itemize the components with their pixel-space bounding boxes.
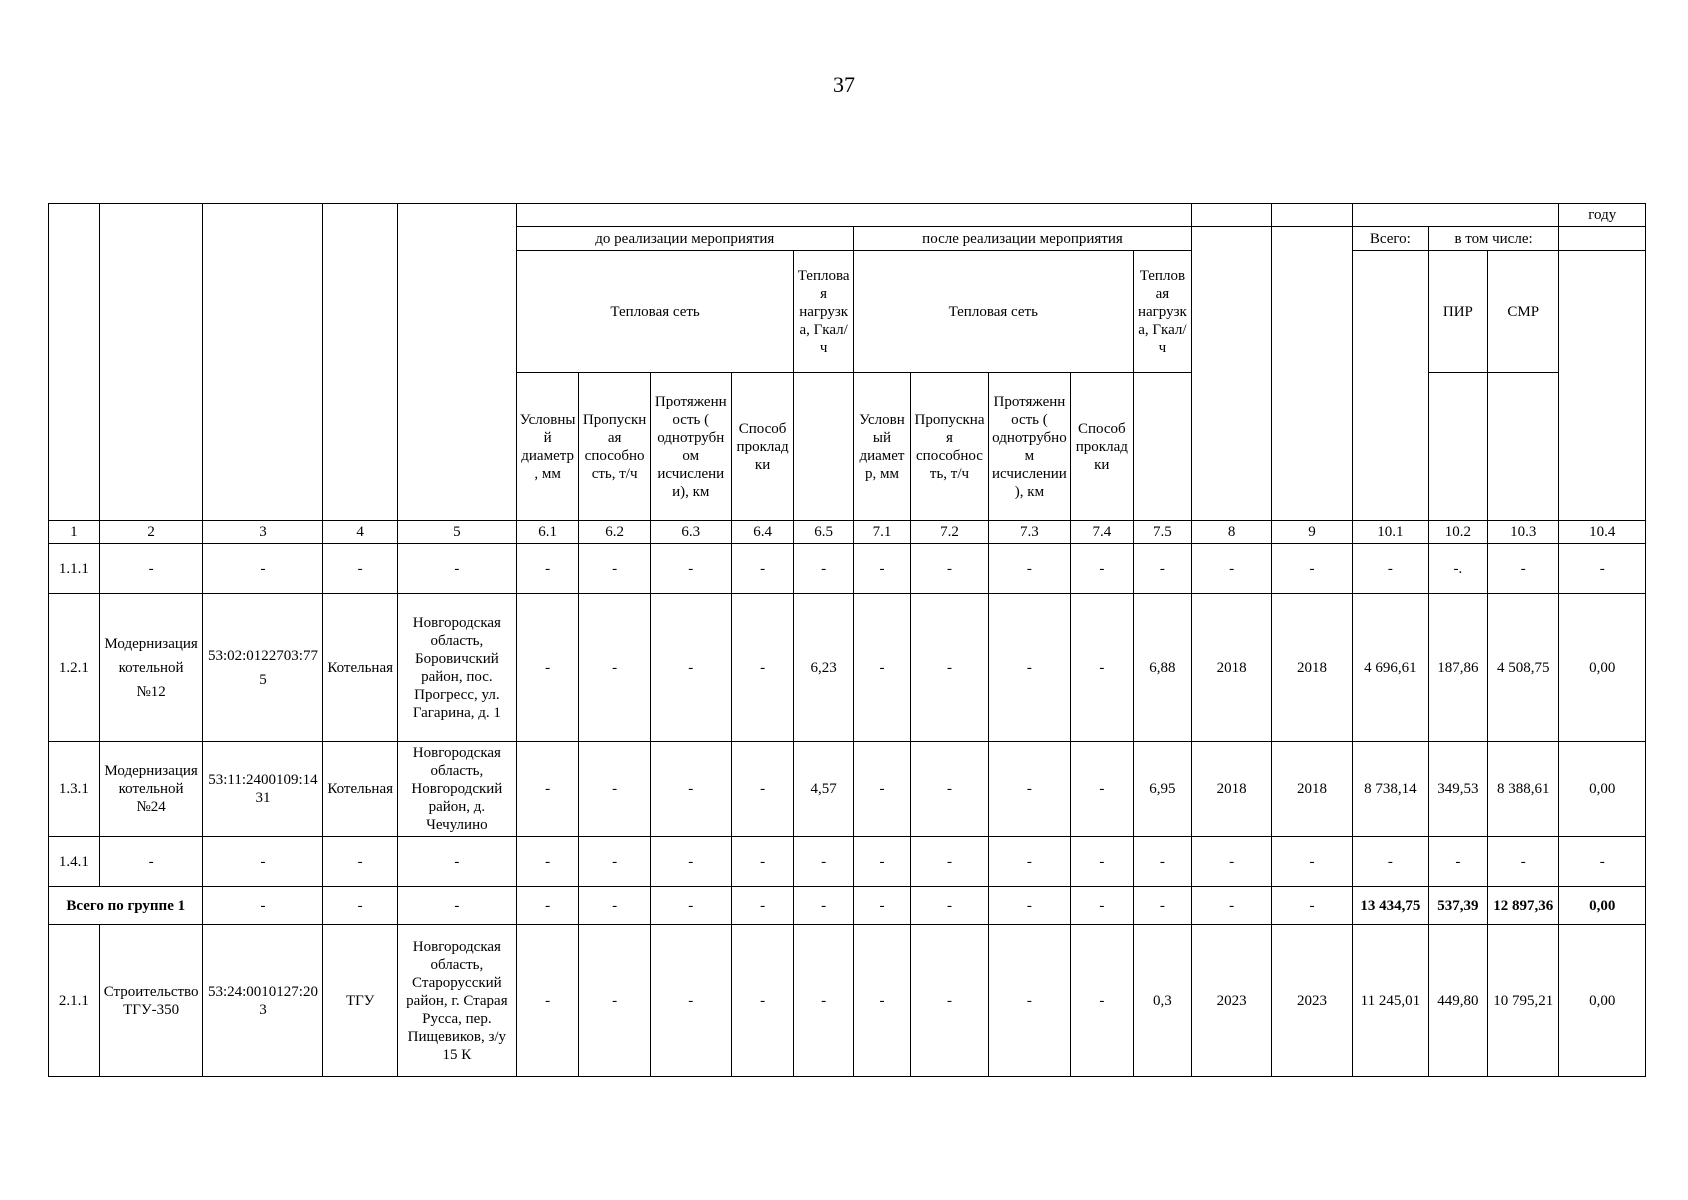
column-number: 5 [397, 521, 516, 544]
object-type: Котельная [323, 594, 398, 742]
cell: - [853, 742, 910, 837]
cell: 0,00 [1559, 594, 1646, 742]
cell: 13 434,75 [1353, 887, 1429, 925]
cell: 0,00 [1559, 925, 1646, 1077]
cell: - [1133, 887, 1191, 925]
cell: - [911, 887, 989, 925]
header-col-10-4-top [1559, 227, 1646, 251]
header-col-7-5-sub [1133, 373, 1191, 521]
cell: - [650, 544, 731, 594]
cell: - [1559, 544, 1646, 594]
cadastral-number: 53:11:2400109:1431 [203, 742, 323, 837]
header-method-before: Способ прокладки [731, 373, 794, 521]
column-number: 6.2 [579, 521, 650, 544]
cell: - [731, 594, 794, 742]
year-note: году [1559, 204, 1646, 227]
cell: - [650, 837, 731, 887]
cell: 0,3 [1133, 925, 1191, 1077]
cadastral-number: - [203, 544, 323, 594]
row-number: 1.4.1 [49, 837, 100, 887]
investment-table [48, 203, 1646, 1077]
column-numbers-row [49, 521, 1646, 544]
column-number: 7.5 [1133, 521, 1191, 544]
measure-name: Модернизация котельной №12 [99, 594, 203, 742]
cell: 4 696,61 [1353, 594, 1429, 742]
cell: - [579, 544, 650, 594]
cell: 11 245,01 [1353, 925, 1429, 1077]
header-pir: ПИР [1428, 251, 1487, 373]
group-total-row [49, 887, 1646, 925]
column-number: 10.1 [1353, 521, 1429, 544]
cell: 6,88 [1133, 594, 1191, 742]
cell: 6,23 [794, 594, 853, 742]
row-number: 1.2.1 [49, 594, 100, 742]
cell: - [516, 544, 579, 594]
cell: - [1070, 544, 1133, 594]
header-diameter-before: Условный диаметр, мм [516, 373, 579, 521]
cell: - [911, 925, 989, 1077]
table-row [49, 544, 1646, 594]
address: Новгородская область, Новгородский район, д. Чечулино [397, 742, 516, 837]
header-heat-load-before: Тепловая нагрузка, Гкал/ч [794, 251, 853, 373]
cell: - [988, 887, 1070, 925]
cell: - [1192, 544, 1272, 594]
address: - [397, 837, 516, 887]
header-length-before: Протяженность ( однотрубном исчислении), км [650, 373, 731, 521]
cell: - [988, 925, 1070, 1077]
column-number: 4 [323, 521, 398, 544]
cell: - [1070, 594, 1133, 742]
cell: - [853, 544, 910, 594]
header-col-10-1 [1353, 251, 1429, 521]
cell: - [731, 887, 794, 925]
header-col-10-4 [1559, 251, 1646, 521]
row-number: 2.1.1 [49, 925, 100, 1077]
column-number: 10.3 [1488, 521, 1559, 544]
cell: - [1353, 837, 1429, 887]
measure-name: - [99, 544, 203, 594]
column-number: 9 [1272, 521, 1353, 544]
table-row [49, 925, 1646, 1077]
cell: 2018 [1272, 594, 1353, 742]
measure-name: Строительство ТГУ-350 [99, 925, 203, 1077]
header-heat-load-after: Тепловая нагрузка, Гкал/ч [1133, 251, 1191, 373]
measure-name: Модернизация котельной №24 [99, 742, 203, 837]
row-number: 1.3.1 [49, 742, 100, 837]
header-before: до реализации мероприятия [516, 227, 853, 251]
cell: - [516, 742, 579, 837]
cell: - [579, 925, 650, 1077]
cell: - [1192, 887, 1272, 925]
cadastral-number: - [203, 887, 323, 925]
cell: - [1428, 837, 1487, 887]
cell: - [1272, 837, 1353, 887]
header-after: после реализации мероприятия [853, 227, 1191, 251]
cell: 2018 [1272, 742, 1353, 837]
address: Новгородская область, Боровичский район, пос. Прогресс, ул. Гагарина, д. 1 [397, 594, 516, 742]
header-capacity-before: Пропускная способность, т/ч [579, 373, 650, 521]
cadastral-number: 53:02:0122703:775 [203, 594, 323, 742]
cell: - [794, 837, 853, 887]
table-row [49, 742, 1646, 837]
column-number: 6.5 [794, 521, 853, 544]
cell: 349,53 [1428, 742, 1487, 837]
column-number: 10.4 [1559, 521, 1646, 544]
cell: - [650, 925, 731, 1077]
cell: - [731, 925, 794, 1077]
cell: - [1070, 742, 1133, 837]
table-row [49, 594, 1646, 742]
column-number: 6.1 [516, 521, 579, 544]
header-col-3 [203, 204, 323, 521]
header-col-8-top [1192, 204, 1272, 227]
cell: - [516, 594, 579, 742]
cell: - [988, 837, 1070, 887]
header-including: в том числе: [1428, 227, 1559, 251]
header-capacity-after: Пропускная способность, т/ч [911, 373, 989, 521]
cell: - [516, 837, 579, 887]
cell: 6,95 [1133, 742, 1191, 837]
cell: - [794, 887, 853, 925]
object-type: - [323, 837, 398, 887]
cell: 537,39 [1428, 887, 1487, 925]
cell: 0,00 [1559, 887, 1646, 925]
cell: - [1192, 837, 1272, 887]
cell: - [1272, 544, 1353, 594]
cell: - [1559, 837, 1646, 887]
header-col-9 [1272, 227, 1353, 521]
address: - [397, 544, 516, 594]
cell: 187,86 [1428, 594, 1487, 742]
header-col-9-top [1272, 204, 1353, 227]
cell: - [1070, 887, 1133, 925]
cell: 2018 [1192, 742, 1272, 837]
cell: - [516, 887, 579, 925]
object-type: Котельная [323, 742, 398, 837]
cell: - [853, 925, 910, 1077]
cell: - [1353, 544, 1429, 594]
table-row [49, 837, 1646, 887]
cell: - [853, 887, 910, 925]
cell: 2018 [1192, 594, 1272, 742]
cell: - [650, 594, 731, 742]
header-col-2 [99, 204, 203, 521]
cell: - [988, 594, 1070, 742]
object-type: - [323, 544, 398, 594]
cell: 12 897,36 [1488, 887, 1559, 925]
column-number: 3 [203, 521, 323, 544]
column-number: 6.4 [731, 521, 794, 544]
cell: 8 738,14 [1353, 742, 1429, 837]
cell: - [731, 742, 794, 837]
column-number: 2 [99, 521, 203, 544]
header-col-1 [49, 204, 100, 521]
cell: - [579, 594, 650, 742]
cell: 4 508,75 [1488, 594, 1559, 742]
cell: - [988, 742, 1070, 837]
header-heat-network-after: Тепловая сеть [853, 251, 1133, 373]
cell: - [1133, 837, 1191, 887]
group-total-label: Всего по группе 1 [49, 887, 203, 925]
header-heat-network-before: Тепловая сеть [516, 251, 794, 373]
column-number: 7.2 [911, 521, 989, 544]
header-col-5 [397, 204, 516, 521]
cell: - [650, 742, 731, 837]
header-total: Всего: [1353, 227, 1429, 251]
cell: - [1133, 544, 1191, 594]
cell: 2023 [1272, 925, 1353, 1077]
cadastral-number: - [203, 837, 323, 887]
cell: 10 795,21 [1488, 925, 1559, 1077]
address: Новгородская область, Старорусский район, г. Старая Русса, пер. Пищевиков, з/у 15 К [397, 925, 516, 1077]
cell: 449,80 [1428, 925, 1487, 1077]
header-col-10-3-sub [1488, 373, 1559, 521]
header-smr: СМР [1488, 251, 1559, 373]
column-number: 6.3 [650, 521, 731, 544]
cell: - [853, 837, 910, 887]
cell: - [579, 837, 650, 887]
column-number: 8 [1192, 521, 1272, 544]
column-number: 7.3 [988, 521, 1070, 544]
header-col-6-5-sub [794, 373, 853, 521]
header-length-after: Протяженность ( однотрубном исчислении), км [988, 373, 1070, 521]
cell: 0,00 [1559, 742, 1646, 837]
object-type: ТГУ [323, 925, 398, 1077]
cell: - [911, 742, 989, 837]
cell: - [853, 594, 910, 742]
cell: - [988, 544, 1070, 594]
cell: - [1488, 544, 1559, 594]
cadastral-number: 53:24:0010127:203 [203, 925, 323, 1077]
header-col-8 [1192, 227, 1272, 521]
column-number: 1 [49, 521, 100, 544]
cell: - [1070, 925, 1133, 1077]
cell: 8 388,61 [1488, 742, 1559, 837]
header-method-after: Способ прокладки [1070, 373, 1133, 521]
cell: 2023 [1192, 925, 1272, 1077]
measure-name: - [99, 837, 203, 887]
cell: - [516, 925, 579, 1077]
cell: - [579, 742, 650, 837]
column-number: 7.4 [1070, 521, 1133, 544]
cell: - [731, 837, 794, 887]
page-number: 37 [833, 72, 855, 97]
cell: - [579, 887, 650, 925]
header-cost-top [1353, 204, 1559, 227]
header-col-4 [323, 204, 398, 521]
column-number: 10.2 [1428, 521, 1487, 544]
cell: - [794, 925, 853, 1077]
header-diameter-after: Условный диаметр, мм [853, 373, 910, 521]
row-number: 1.1.1 [49, 544, 100, 594]
object-type: - [323, 887, 398, 925]
cell: - [911, 594, 989, 742]
cell: 4,57 [794, 742, 853, 837]
address: - [397, 887, 516, 925]
cell: - [1070, 837, 1133, 887]
cell: - [911, 837, 989, 887]
header-group-blank [516, 204, 1191, 227]
cell: - [731, 544, 794, 594]
cell: - [911, 544, 989, 594]
cell: - [1488, 837, 1559, 887]
cell: -. [1428, 544, 1487, 594]
column-number: 7.1 [853, 521, 910, 544]
cell: - [794, 544, 853, 594]
cell: - [650, 887, 731, 925]
header-col-10-2-sub [1428, 373, 1487, 521]
cell: - [1272, 887, 1353, 925]
